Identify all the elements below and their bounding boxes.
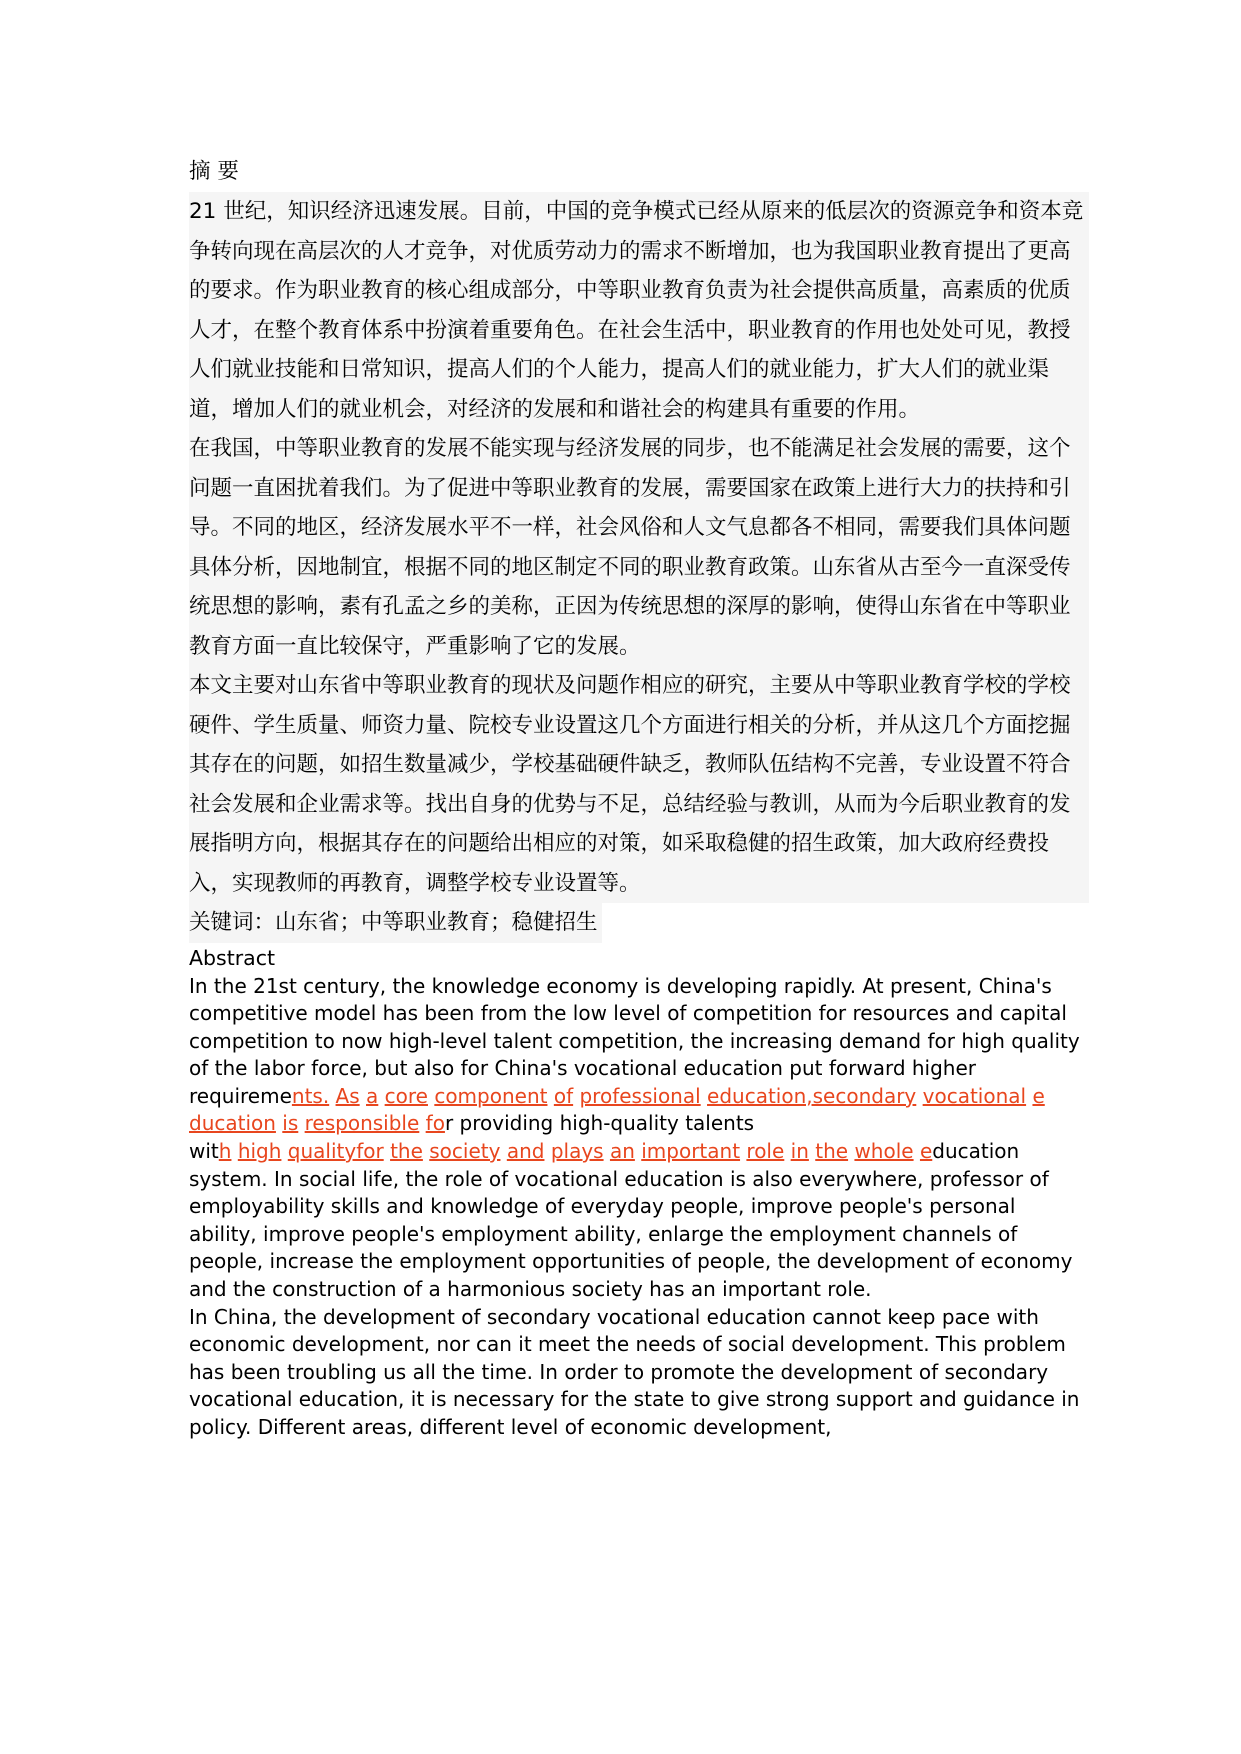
english-abstract-heading: Abstract <box>189 945 276 970</box>
tracked-change-run <box>219 1139 932 1163</box>
english-text: wit <box>189 1139 219 1164</box>
tracked-word: high <box>237 1139 282 1164</box>
tracked-change-run <box>189 1111 445 1135</box>
tracked-word: and <box>506 1139 545 1164</box>
tracked-word: fo <box>425 1111 445 1136</box>
tracked-word: component <box>434 1083 548 1108</box>
english-text: requireme <box>189 1083 292 1108</box>
english-paragraph-2: In China, the development of secondary vocational education cannot keep pace with economic development, nor can it meet the needs of social development. This problem has been troubling us all the time. In order to promote the development of secondary vocational education, it is necessary for the state to give strong support and guidance in policy. Different areas, different level of economic development, <box>189 1304 1080 1439</box>
tracked-word: h <box>218 1139 232 1164</box>
chinese-abstract-title: 摘 要 <box>189 159 239 184</box>
tracked-word: professional <box>579 1083 701 1108</box>
tracked-word: plays <box>550 1139 604 1164</box>
tracked-word: whole <box>854 1139 914 1164</box>
tracked-word: As <box>335 1083 360 1108</box>
tracked-word: responsible <box>304 1111 420 1136</box>
tracked-word: qualityfor <box>287 1139 384 1164</box>
tracked-word: society <box>429 1139 501 1164</box>
tracked-word: an <box>609 1139 635 1164</box>
tracked-word: the <box>815 1139 849 1164</box>
chinese-paragraph-3: 本文主要对山东省中等职业教育的现状及问题作相应的研究，主要从中等职业教育学校的学校硬件、学生质量、师资力量、院校专业设置这几个方面进行相关的分析，并从这几个方面挖掘其存在的问题，如招生数量减少，学校基础硬件缺乏，教师队伍结构不完善，专业设置不符合社会发展和企业需求等。找出自身的优势与不足，总结经验与教训，从而为今后职业教育的发展指明方向，根据其存在的问题给出相应的对策，如采取稳健的招生政策，加大政府经费投入，实现教师的再教育，调整学校专业设置等。 <box>189 666 1089 903</box>
tracked-word: e <box>1032 1083 1045 1108</box>
english-line-tracked-2 <box>189 1110 1089 1138</box>
tracked-word: ducation <box>189 1111 276 1136</box>
english-text: ducation <box>932 1139 1020 1164</box>
english-line-tracked-1 <box>189 1083 1089 1111</box>
tracked-word: in <box>790 1139 809 1164</box>
tracked-word: core <box>384 1083 428 1108</box>
chinese-paragraph-1: 21 世纪，知识经济迅速发展。目前，中国的竞争模式已经从原来的低层次的资源竞争和资本竞争转向现在高层次的人才竞争，对优质劳动力的需求不断增加，也为我国职业教育提出了更高的要求。作为职业教育的核心组成部分，中等职业教育负责为社会提供高质量，高素质的优质人才，在整个教育体系中扮演着重要角色。在社会生活中，职业教育的作用也处处可见，教授人们就业技能和日常知识，提高人们的个人能力，提高人们的就业能力，扩大人们的就业渠道，增加人们的就业机会，对经济的发展和和谐社会的构建具有重要的作用。 <box>189 192 1089 429</box>
chinese-paragraph-2: 在我国，中等职业教育的发展不能实现与经济发展的同步，也不能满足社会发展的需要，这个问题一直困扰着我们。为了促进中等职业教育的发展，需要国家在政策上进行大力的扶持和引导。不同的地区，经济发展水平不一样，社会风俗和人文气息都各不相同，需要我们具体问题具体分析，因地制宜，根据不同的地区制定不同的职业教育政策。山东省从古至今一直深受传统思想的影响，素有孔孟之乡的美称，正因为传统思想的深厚的影响，使得山东省在中等职业教育方面一直比较保守，严重影响了它的发展。 <box>189 429 1089 666</box>
tracked-word: the <box>390 1139 423 1164</box>
tracked-word: role <box>746 1139 785 1164</box>
document-body <box>189 152 1089 1442</box>
tracked-word: is <box>282 1111 299 1136</box>
tracked-word: nts. <box>291 1083 330 1108</box>
tracked-change-run <box>292 1084 1045 1108</box>
english-paragraph-1e: system. In social life, the role of vocational education is also everywhere, professor of employability skills and knowledge of everyday people, improve people's personal ability, improve people's employment ability, enlarge the employment channels of people, increase the employment opportunities of people, the development of economy and the construction of a harmonious society has an important role. <box>189 1166 1073 1302</box>
english-text: r providing high-quality talents <box>444 1111 755 1136</box>
english-line-tracked-3 <box>189 1138 1089 1166</box>
chinese-keywords: 关键词：山东省；中等职业教育；稳健招生 <box>189 903 602 943</box>
tracked-word: important <box>641 1139 741 1164</box>
tracked-word: vocational <box>922 1083 1027 1108</box>
english-paragraph-1a: In the 21st century, the knowledge economy is developing rapidly. At present, China's competitive model has been from the low level of competition for resources and capital competition to now high-level talent competition, the increasing demand for high quality of the labor force, but also for China's vocational education put forward higher <box>189 973 1080 1081</box>
tracked-word: of <box>553 1083 574 1108</box>
tracked-word: education,secondary <box>707 1083 917 1108</box>
tracked-word: e <box>919 1139 933 1164</box>
tracked-word: a <box>366 1083 379 1108</box>
